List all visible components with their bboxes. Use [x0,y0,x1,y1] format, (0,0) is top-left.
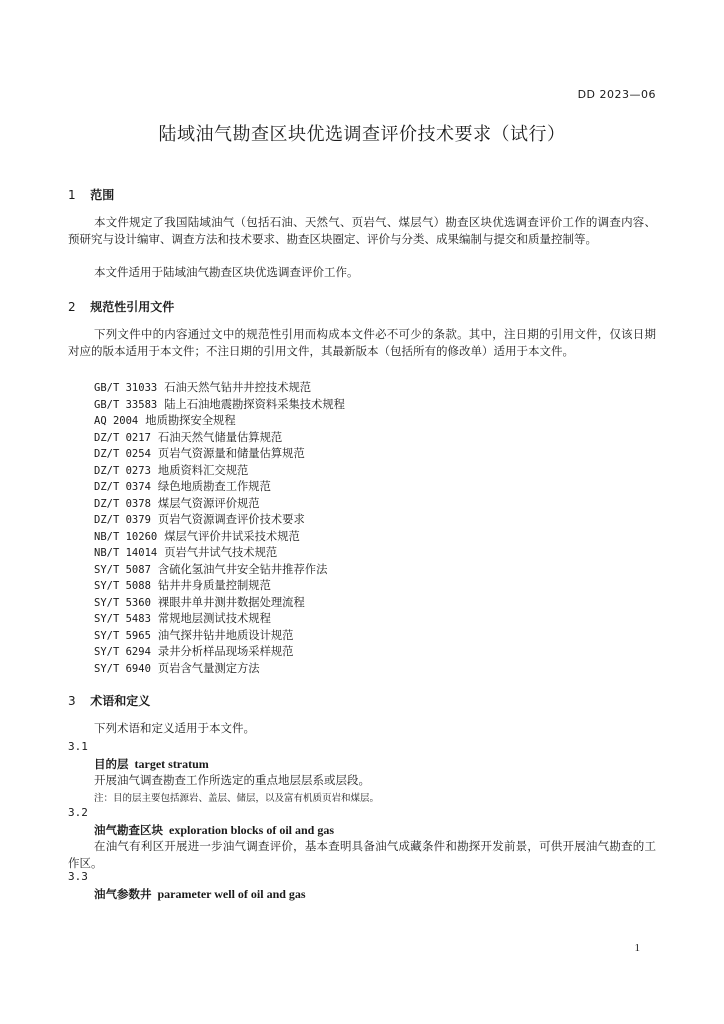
term-en: exploration blocks of oil and gas [169,823,335,837]
scope-applicability: 本文件适用于陆域油气勘查区块优选调查评价工作。 [94,265,359,279]
section-title: 术语和定义 [90,694,151,708]
reference-item: AQ 2004 地质勘探安全规程 [94,414,236,427]
document-title: 陆域油气勘查区块优选调查评价技术要求（试行） [158,124,566,145]
term-number: 3.2 [68,806,88,819]
term-en: parameter well of oil and gas [157,887,306,901]
reference-item: DZ/T 0378 煤层气资源评价规范 [94,496,260,510]
reference-item: SY/T 6940 页岩含气量测定方法 [94,661,260,675]
reference-item: GB/T 33583 陆上石油地震勘探资料采集技术规程 [94,397,345,411]
reference-item: DZ/T 0374 绿色地质勘查工作规范 [94,480,271,493]
terms-intro: 下列术语和定义适用于本文件。 [94,721,255,735]
reference-item: SY/T 5360 裸眼井单井测井数据处理流程 [94,595,305,609]
scope-paragraph: 本文件规定了我国陆域油气（包括石油、天然气、页岩气、煤层气）勘查区块优选调查评价工作的调查内容、预研究与设计编审、调查方法和技术要求、勘查区块圈定、评价与分类、成果编制与提交和质量控制等。 [68,215,656,246]
section-heading-terms [68,692,150,709]
term-definition: 开展油气调查勘查工作所选定的重点地层层系或层段。 [94,773,370,787]
term-note: 注：目的层主要包括源岩、盖层、储层，以及富有机质页岩和煤层。 [94,793,380,804]
section-number: 3 [68,694,76,708]
term-en: target stratum [134,757,209,771]
section-heading-references [68,298,174,315]
reference-item: NB/T 10260 煤层气评价井试采技术规范 [94,529,300,543]
reference-item: DZ/T 0254 页岩气资源量和储量估算规范 [94,447,305,460]
reference-item: NB/T 14014 页岩气井试气技术规范 [94,546,278,559]
reference-item: SY/T 5965 油气探井钻井地质设计规范 [94,628,294,642]
term-number: 3.1 [68,740,88,753]
reference-item: DZ/T 0379 页岩气资源调查评价技术要求 [94,513,305,526]
section-heading-scope [68,186,114,203]
section-number: 1 [68,188,76,202]
term-definition: 在油气有利区开展进一步油气调查评价，基本查明具备油气成藏条件和勘探开发前景，可供开展油气勘查的工作区。 [68,839,656,870]
reference-item: GB/T 31033 石油天然气钻井井控技术规范 [94,381,312,394]
term-zh: 目的层 [94,757,129,771]
reference-item: SY/T 5483 常规地层测试技术规程 [94,612,271,625]
reference-item: DZ/T 0217 石油天然气储量估算规范 [94,430,283,444]
term-heading [94,822,334,838]
reference-list [94,380,345,677]
reference-item: DZ/T 0273 地质资料汇交规范 [94,463,249,477]
section-number: 2 [68,300,76,314]
term-heading [94,886,306,902]
section-title: 规范性引用文件 [90,300,175,314]
document-code: DD 2023—06 [577,88,656,101]
section-title: 范围 [90,188,115,202]
term-zh: 油气勘查区块 [94,823,163,837]
reference-item: SY/T 6294 录井分析样品现场采样规范 [94,645,294,658]
page-number: 1 [634,942,640,954]
reference-item: SY/T 5088 钻井井身质量控制规范 [94,579,271,592]
references-intro: 下列文件中的内容通过文中的规范性引用而构成本文件必不可少的条款。其中，注日期的引用文件，仅该日期对应的版本适用于本文件；不注日期的引用文件，其最新版本（包括所有的修改单）适用于本文件。 [68,327,656,358]
reference-item: SY/T 5087 含硫化氢油气井安全钻井推荐作法 [94,562,328,576]
term-number: 3.3 [68,870,88,883]
term-heading [94,756,209,772]
term-zh: 油气参数井 [94,887,152,901]
